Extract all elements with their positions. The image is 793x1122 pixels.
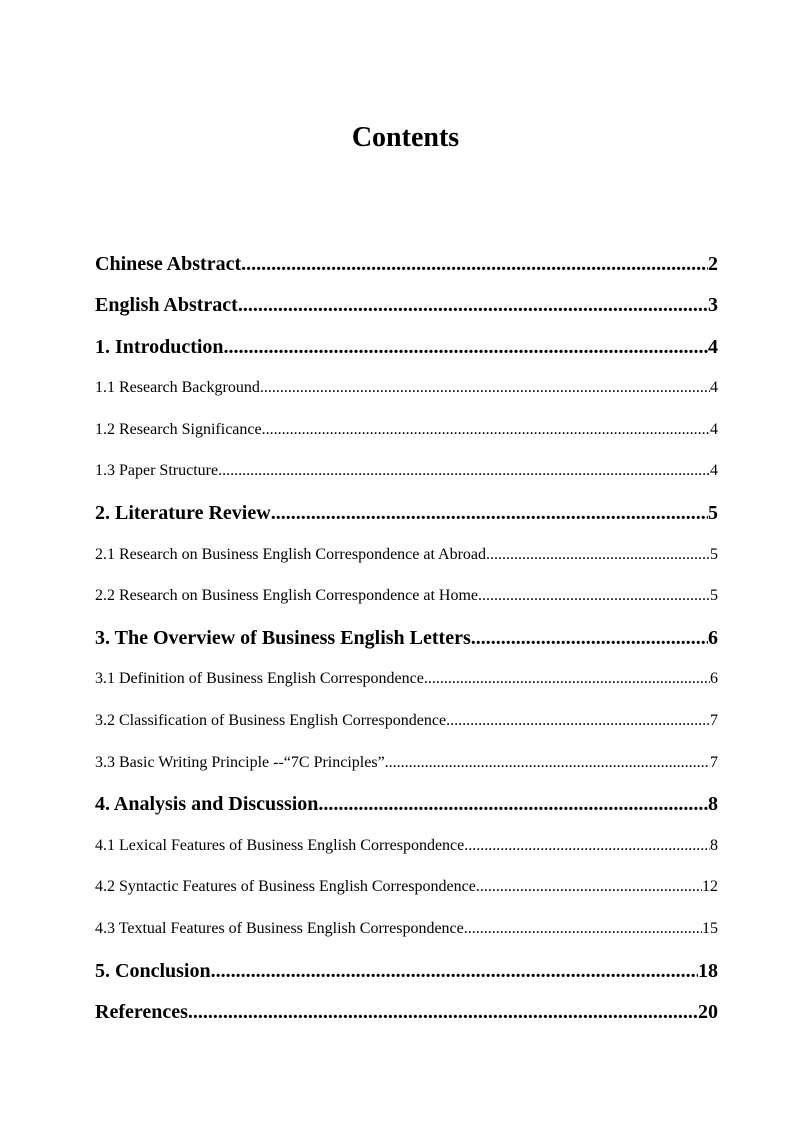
dot-leader — [238, 291, 708, 319]
dot-leader — [260, 376, 710, 400]
toc-entry-label: Chinese Abstract — [95, 253, 242, 275]
toc-entry-label: 1.1 Research Background — [95, 379, 260, 396]
toc-entry-label: 3.2 Classification of Business English Correspondence — [95, 712, 447, 729]
toc-page-number: 8 — [708, 793, 718, 815]
toc-entry-research-background[interactable] — [95, 376, 718, 400]
toc-entry-introduction[interactable] — [95, 333, 718, 361]
toc-entry-writing-principle[interactable] — [95, 751, 718, 775]
dot-leader — [464, 834, 710, 858]
toc-entry-label: 3.3 Basic Writing Principle --“7C Principles” — [95, 754, 385, 771]
toc-entry-overview[interactable] — [95, 624, 718, 652]
toc-entry-label: 4.3 Textual Features of Business English Correspondence — [95, 920, 464, 937]
toc-page-number: 4 — [710, 462, 718, 479]
toc-page-number: 20 — [698, 1001, 718, 1023]
dot-leader — [478, 584, 710, 608]
dot-leader — [446, 709, 710, 733]
toc-page-number: 4 — [710, 421, 718, 438]
toc-entry-label: 1.3 Paper Structure — [95, 462, 219, 479]
toc-entry-label: 4.1 Lexical Features of Business English Correspondence — [95, 837, 465, 854]
toc-entry-definition[interactable] — [95, 667, 718, 691]
dot-leader — [385, 751, 710, 775]
dot-leader — [464, 917, 702, 941]
toc-page-number: 5 — [710, 546, 718, 563]
toc-page-number: 15 — [702, 920, 718, 937]
toc-entry-textual[interactable] — [95, 917, 718, 941]
toc-entry-research-abroad[interactable] — [95, 543, 718, 567]
toc-page-number: 3 — [708, 294, 718, 316]
toc-page-number: 8 — [710, 837, 718, 854]
toc-entry-chinese-abstract[interactable] — [95, 250, 718, 278]
toc-page-number: 4 — [708, 336, 718, 358]
toc-page-number: 5 — [708, 502, 718, 524]
toc-entry-label: References — [95, 1001, 188, 1023]
toc-entry-label: 3. The Overview of Business English Letters — [95, 627, 471, 649]
toc-entry-label: 5. Conclusion — [95, 960, 211, 982]
toc-page-number: 6 — [708, 627, 718, 649]
toc-page-number: 7 — [710, 712, 718, 729]
toc-entry-research-home[interactable] — [95, 584, 718, 608]
page-title: Contents — [351, 122, 460, 153]
dot-leader — [318, 790, 708, 818]
toc-entry-label: 2. Literature Review — [95, 502, 271, 524]
toc-entry-label: 1. Introduction — [95, 336, 224, 358]
toc-entry-label: 1.2 Research Significance — [95, 421, 262, 438]
toc-entry-literature-review[interactable] — [95, 499, 718, 527]
dot-leader — [188, 998, 698, 1026]
toc-entry-label: 4. Analysis and Discussion — [95, 793, 319, 815]
toc-page-number: 18 — [698, 960, 718, 982]
toc-page-number: 12 — [702, 878, 718, 895]
toc-entry-conclusion[interactable] — [95, 957, 718, 985]
toc-entry-label: 4.2 Syntactic Features of Business English Correspondence — [95, 878, 476, 895]
toc-entry-label: 3.1 Definition of Business English Correspondence — [95, 670, 424, 687]
dot-leader — [476, 875, 702, 899]
toc-page-number: 7 — [710, 754, 718, 771]
dot-leader — [424, 667, 710, 691]
toc-entry-classification[interactable] — [95, 709, 718, 733]
dot-leader — [471, 624, 708, 652]
toc-entry-references[interactable] — [95, 998, 718, 1026]
toc-entry-syntactic[interactable] — [95, 875, 718, 899]
toc-entry-research-significance[interactable] — [95, 418, 718, 442]
dot-leader — [271, 499, 708, 527]
dot-leader — [241, 250, 708, 278]
toc-entry-label: English Abstract — [95, 294, 238, 316]
toc-entry-label: 2.2 Research on Business English Correspondence at Home — [95, 587, 479, 604]
dot-leader — [224, 333, 708, 361]
toc-entry-english-abstract[interactable] — [95, 291, 718, 319]
toc-page-number: 4 — [710, 379, 718, 396]
toc-entry-label: 2.1 Research on Business English Correspondence at Abroad — [95, 546, 487, 563]
dot-leader — [262, 418, 710, 442]
toc-entry-paper-structure[interactable] — [95, 459, 718, 483]
toc-page-number: 6 — [710, 670, 718, 687]
dot-leader — [211, 957, 698, 985]
toc-entry-analysis[interactable] — [95, 790, 718, 818]
toc-page-number: 2 — [708, 253, 718, 275]
toc-entry-lexical[interactable] — [95, 834, 718, 858]
toc-page-number: 5 — [710, 587, 718, 604]
dot-leader — [218, 459, 710, 483]
dot-leader — [486, 543, 710, 567]
